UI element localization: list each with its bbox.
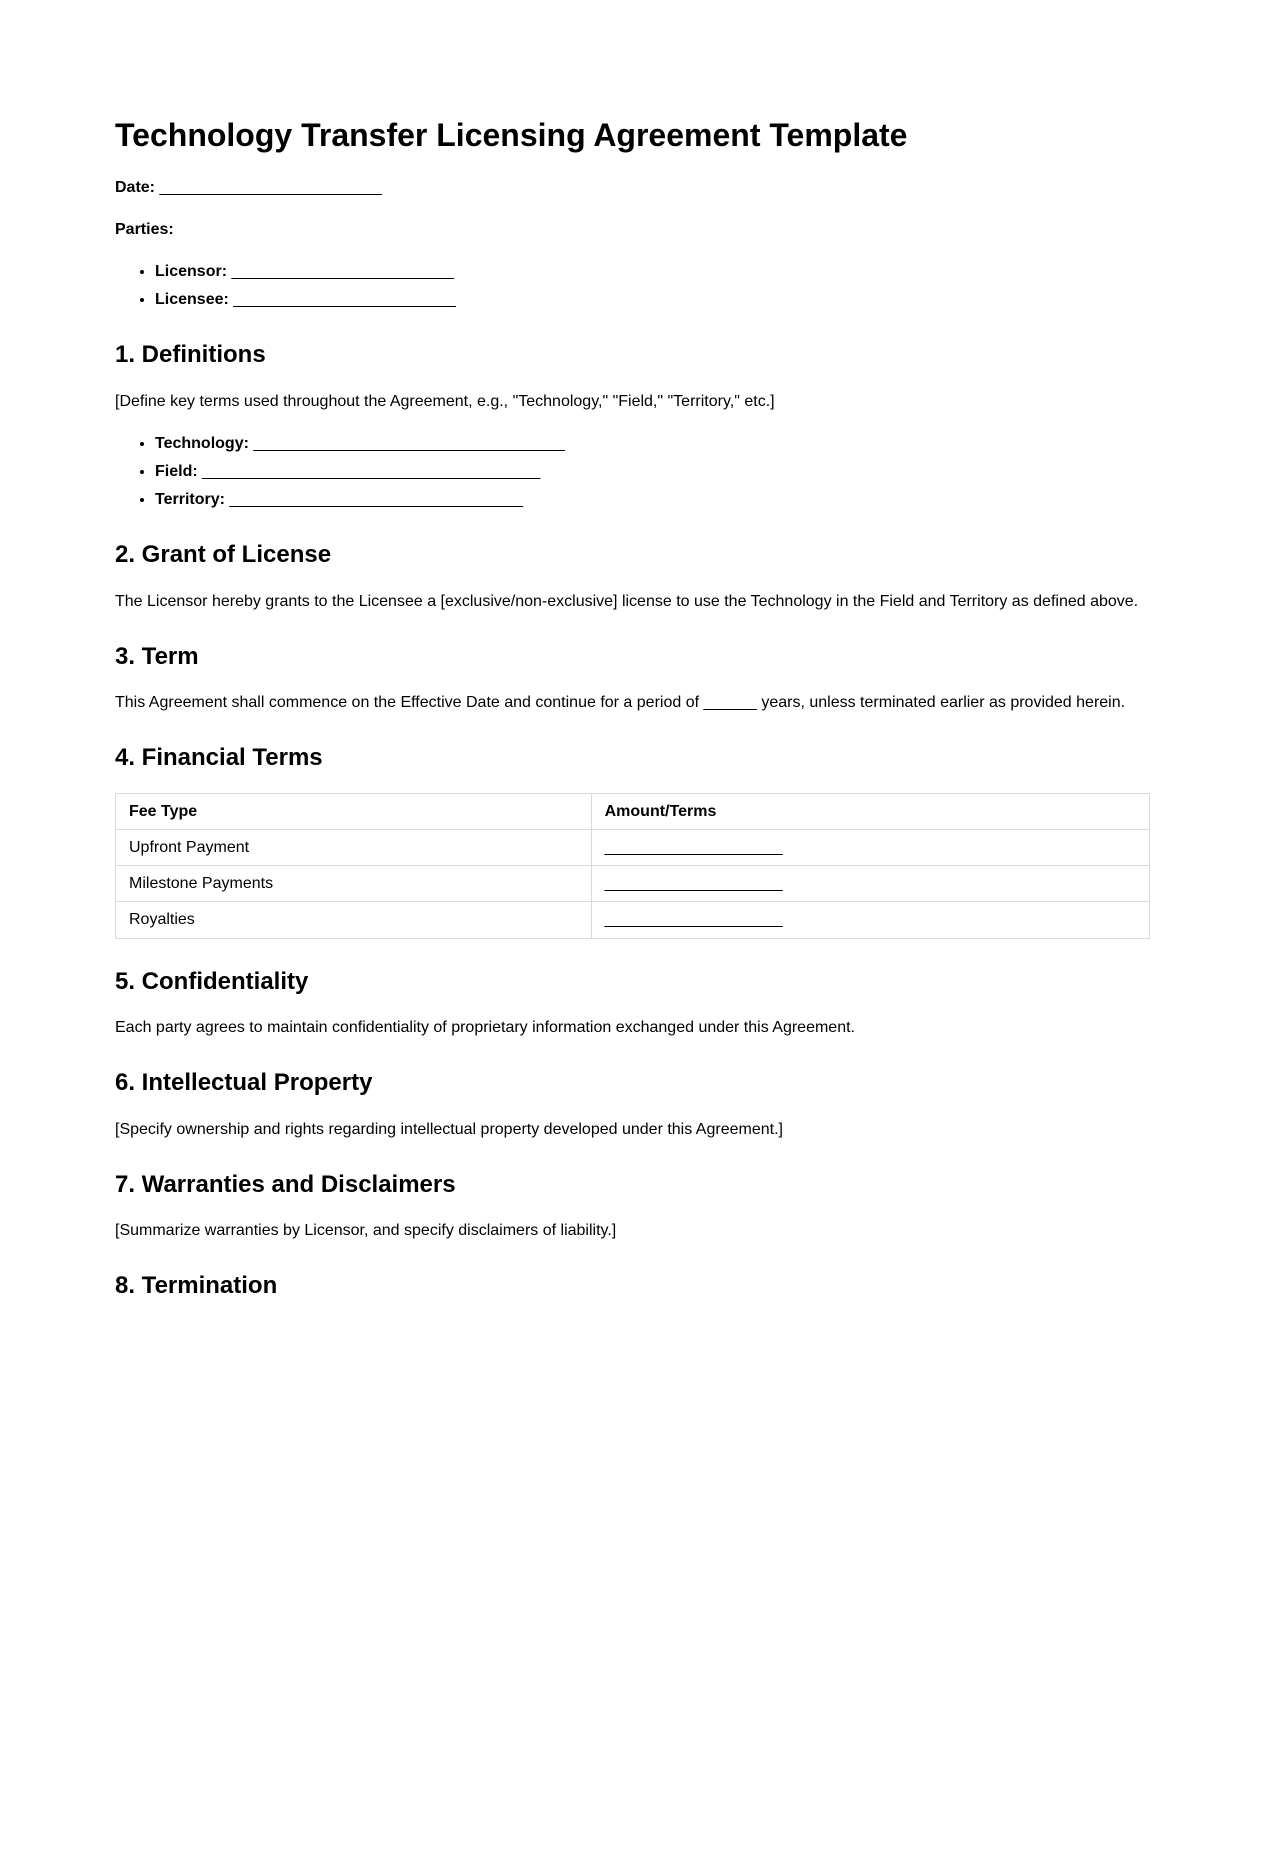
section-grant-of-license — [115, 538, 1150, 614]
table-header-amount-terms: Amount/Terms — [591, 793, 1149, 829]
field-blank: ______________________________________ — [202, 462, 541, 480]
list-item-licensee — [155, 288, 1150, 312]
section-heading-confidentiality: 5. Confidentiality — [115, 967, 309, 995]
section-heading-term: 3. Term — [115, 642, 199, 670]
section-heading-financial-terms: 4. Financial Terms — [115, 744, 323, 772]
intellectual-property-paragraph: [Specify ownership and rights regarding intellectual property developed under this Agreement.] — [115, 1120, 783, 1138]
section-heading-warranties-and-disclaimers: 7. Warranties and Disclaimers — [115, 1170, 456, 1198]
section-confidentiality — [115, 965, 1150, 1041]
technology-label: Technology: — [155, 434, 249, 452]
list-item-licensor — [155, 260, 1150, 284]
fee-type-cell: Upfront Payment — [116, 829, 592, 865]
section-heading-definitions: 1. Definitions — [115, 341, 266, 369]
licensee-label: Licensee: — [155, 291, 229, 309]
date-label: Date: — [115, 179, 156, 197]
parties-line — [115, 218, 1150, 242]
technology-blank: ___________________________________ — [253, 434, 565, 452]
table-row-upfront-payment — [116, 829, 1150, 865]
definitions-intro: [Define key terms used throughout the Agreement, e.g., "Technology," "Field," "Territory," etc.] — [115, 392, 775, 410]
licensor-blank: _________________________ — [231, 263, 454, 281]
confidentiality-paragraph: Each party agrees to maintain confidentiality of proprietary information exchanged under this Agreement. — [115, 1019, 855, 1037]
grant-of-license-paragraph: The Licensor hereby grants to the Licensee a [exclusive/non-exclusive] license to use the Technology in the Field and Territory as defined above. — [115, 592, 1139, 610]
term-paragraph: This Agreement shall commence on the Effective Date and continue for a period of ______ years, unless terminated earlier as provided herein. — [115, 694, 1126, 712]
date-blank: _________________________ — [159, 179, 382, 197]
amount-terms-blank-cell: ____________________ — [591, 866, 1149, 902]
warranties-paragraph: [Summarize warranties by Licensor, and specify disclaimers of liability.] — [115, 1222, 617, 1240]
section-intellectual-property — [115, 1066, 1150, 1142]
section-termination — [115, 1269, 1150, 1303]
table-row-milestone-payments — [116, 866, 1150, 902]
field-label: Field: — [155, 462, 198, 480]
section-financial-terms — [115, 741, 1150, 938]
list-item-technology — [155, 432, 1150, 456]
table-row-royalties — [116, 902, 1150, 938]
licensor-label: Licensor: — [155, 263, 228, 281]
amount-terms-blank-cell: ____________________ — [591, 829, 1149, 865]
definitions-list — [115, 432, 1150, 512]
financial-terms-table — [115, 793, 1150, 939]
section-term — [115, 640, 1150, 716]
amount-terms-blank-cell: ____________________ — [591, 902, 1149, 938]
section-definitions — [115, 338, 1150, 512]
section-heading-termination: 8. Termination — [115, 1272, 278, 1300]
table-header-fee-type: Fee Type — [116, 793, 592, 829]
list-item-field — [155, 460, 1150, 484]
territory-blank: _________________________________ — [229, 490, 524, 508]
date-line — [115, 176, 1150, 200]
table-header-row — [116, 793, 1150, 829]
section-warranties-and-disclaimers — [115, 1168, 1150, 1244]
parties-list — [115, 260, 1150, 312]
section-heading-grant-of-license: 2. Grant of License — [115, 540, 332, 568]
fee-type-cell: Milestone Payments — [116, 866, 592, 902]
territory-label: Territory: — [155, 490, 225, 508]
list-item-territory — [155, 488, 1150, 512]
page-title: Technology Transfer Licensing Agreement Template — [115, 117, 908, 153]
parties-label: Parties: — [115, 221, 174, 239]
fee-type-cell: Royalties — [116, 902, 592, 938]
licensee-blank: _________________________ — [233, 291, 456, 309]
section-heading-intellectual-property: 6. Intellectual Property — [115, 1069, 373, 1097]
